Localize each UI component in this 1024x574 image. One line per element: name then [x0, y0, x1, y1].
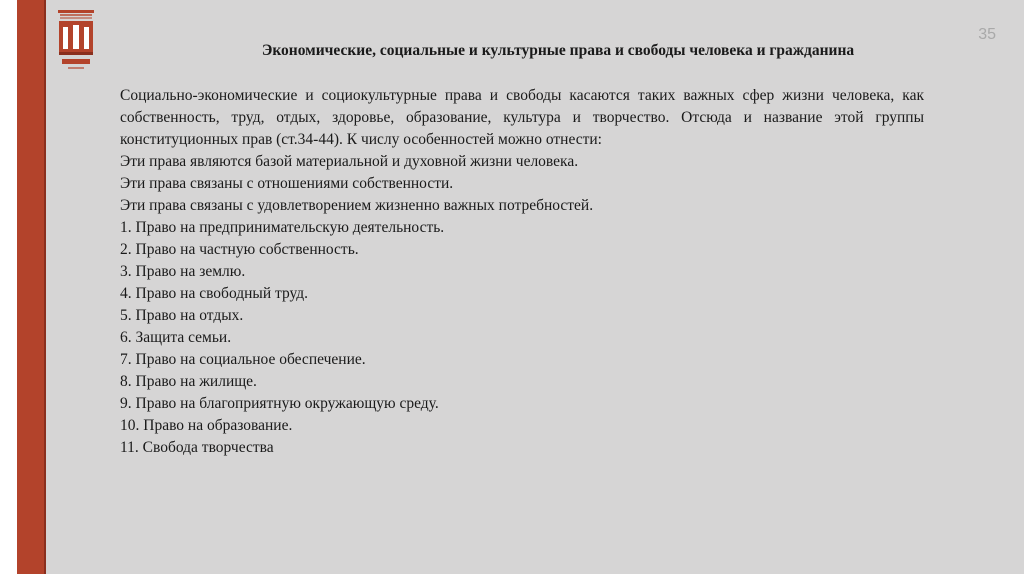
accent-bar-edge [44, 0, 46, 574]
rights-list-item: 8. Право на жилище. [120, 373, 257, 390]
rights-list-item: 5. Право на отдых. [120, 307, 244, 324]
feature-item: Эти права являются базой материальной и духовной жизни человека. [120, 153, 579, 170]
accent-bar [17, 0, 44, 574]
institution-logo-icon [56, 8, 96, 72]
rights-list-item: 1. Право на предпринимательскую деятельность. [120, 219, 445, 236]
rights-list-item: 10. Право на образование. [120, 417, 293, 434]
rights-list-item: 11. Свобода творчества [120, 439, 274, 456]
feature-item: Эти права связаны с удовлетворением жизненно важных потребностей. [120, 197, 594, 214]
rights-list-item: 6. Защита семьи. [120, 329, 232, 346]
intro-paragraph: Социально-экономические и социокультурные права и свободы касаются таких важных сфер жизни человека, как собственность, труд, отдых, здоровье, образование, культура и творчество. Отсюда и название этой группы конституционных прав (ст.34-44). К числу особенностей можно отнести: [120, 87, 924, 148]
feature-item: Эти права связаны с отношениями собственности. [120, 175, 454, 192]
slide-number: 35 [978, 26, 996, 43]
slide-title: Экономические, социальные и культурные права и свободы человека и гражданина [261, 42, 855, 59]
rights-list-item: 3. Право на землю. [120, 263, 246, 280]
rights-list-item: 2. Право на частную собственность. [120, 241, 359, 258]
rights-list-item: 7. Право на социальное обеспечение. [120, 351, 366, 368]
rights-list-item: 9. Право на благоприятную окружающую среду. [120, 395, 439, 412]
rights-list-item: 4. Право на свободный труд. [120, 285, 309, 302]
slide-content [120, 85, 924, 459]
left-margin [0, 0, 17, 574]
